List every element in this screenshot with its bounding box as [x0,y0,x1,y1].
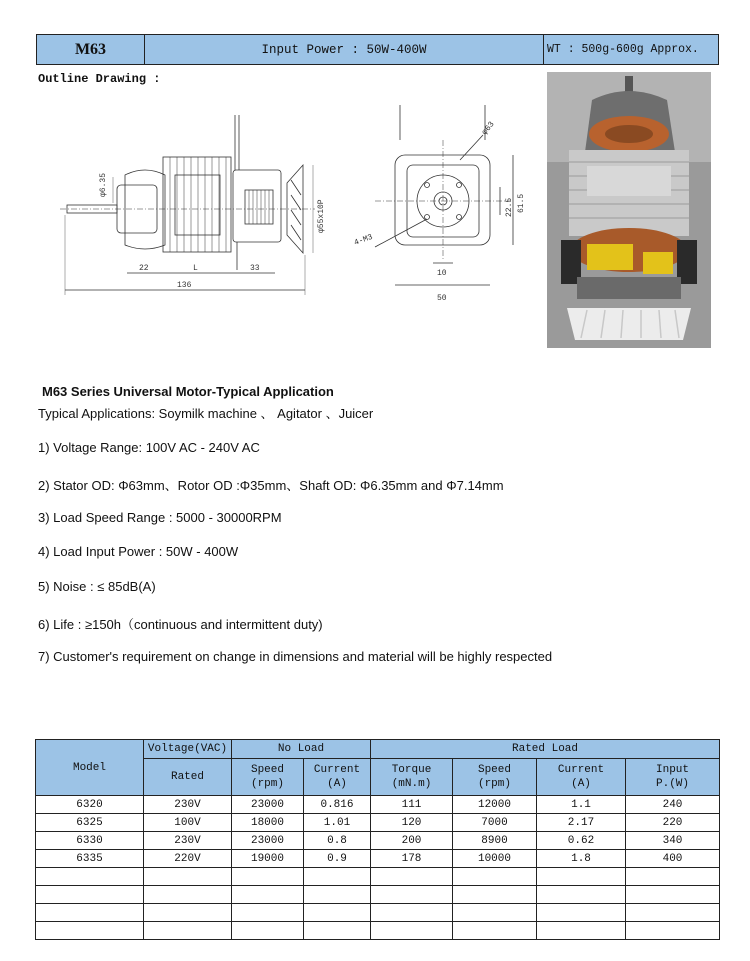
table-cell: 111 [371,796,453,814]
col-rated: Rated [144,759,232,796]
motor-photo [547,72,711,348]
spec-item: 7) Customer's requirement on change in dimensions and material will be highly respected [38,649,553,664]
table-cell: 10000 [453,850,537,868]
table-cell [144,886,232,904]
table-cell: 220 [626,814,720,832]
col-rl-speed: Speed (rpm) [453,759,537,796]
table-cell: 0.62 [537,832,626,850]
table-cell: 100V [144,814,232,832]
table-row [36,832,720,850]
dim-od: φ63 [480,120,497,137]
table-row [36,886,720,904]
table-cell [304,904,371,922]
dim-fan: φ55x10P [317,199,326,233]
table-cell: 6325 [36,814,144,832]
table-cell [626,868,720,886]
table-cell: 6335 [36,850,144,868]
performance-table [35,739,720,940]
table-cell [626,922,720,940]
col-nl-current: Current (A) [304,759,371,796]
spec-title: M63 Series Universal Motor-Typical Application [42,384,334,399]
table-cell [626,886,720,904]
table-cell: 230V [144,796,232,814]
dim-61-5: 61.5 [517,193,526,213]
table-cell [232,922,304,940]
table-cell [304,886,371,904]
table-cell [626,904,720,922]
dim-136: 136 [177,281,192,290]
dim-shaft: φ6.35 [99,172,108,197]
spec-item: 3) Load Speed Range : 5000 - 30000RPM [38,510,282,525]
table-cell [453,886,537,904]
dim-33: 33 [250,264,260,273]
table-cell [371,922,453,940]
model-name: M63 [37,35,145,64]
table-row [36,922,720,940]
table-cell: 23000 [232,796,304,814]
table-cell: 240 [626,796,720,814]
spec-item: 6) Life : ≥150h（continuous and intermittent duty) [38,617,323,632]
end-view [353,105,526,303]
dim-10: 10 [437,269,447,278]
table-cell [371,904,453,922]
table-cell: 8900 [453,832,537,850]
table-cell: 2.17 [537,814,626,832]
table-cell: 1.1 [537,796,626,814]
table-cell [232,904,304,922]
table-cell: 400 [626,850,720,868]
table-cell [453,922,537,940]
table-cell: 200 [371,832,453,850]
table-cell [371,886,453,904]
table-cell [304,922,371,940]
col-nl-speed: Speed (rpm) [232,759,304,796]
col-rl-input: Input P.(W) [626,759,720,796]
table-cell: 7000 [453,814,537,832]
col-rl-current: Current (A) [537,759,626,796]
dim-holes: 4-M3 [352,232,375,248]
table-cell [144,904,232,922]
table-cell [371,868,453,886]
table-cell [36,904,144,922]
table-cell [537,868,626,886]
table-cell [232,886,304,904]
col-rl-torque: Torque (mN.m) [371,759,453,796]
table-cell: 18000 [232,814,304,832]
dim-50: 50 [437,294,447,303]
input-power: Input Power : 50W-400W [145,35,544,64]
table-cell [144,868,232,886]
table-cell [36,886,144,904]
table-cell: 178 [371,850,453,868]
spec-item: 4) Load Input Power : 50W - 400W [38,544,239,559]
table-row [36,796,720,814]
col-voltage: Voltage(VAC) [144,740,232,759]
table-cell: 0.816 [304,796,371,814]
col-model: Model [36,740,144,796]
table-cell [36,922,144,940]
table-cell: 6330 [36,832,144,850]
table-cell: 1.8 [537,850,626,868]
table-cell: 1.01 [304,814,371,832]
side-view [60,115,326,295]
table-cell: 19000 [232,850,304,868]
table-cell: 340 [626,832,720,850]
dim-22-5: 22.5 [505,197,514,217]
col-no-load: No Load [232,740,371,759]
table-cell: 23000 [232,832,304,850]
table-cell [537,922,626,940]
table-cell [537,886,626,904]
table-cell [453,868,537,886]
table-cell: 230V [144,832,232,850]
table-cell: 12000 [453,796,537,814]
outline-drawing-label: Outline Drawing : [38,72,161,86]
table-row [36,904,720,922]
spec-item: 1) Voltage Range: 100V AC - 240V AC [38,440,260,455]
dim-l: L [193,264,198,273]
table-cell: 0.8 [304,832,371,850]
table-cell: 120 [371,814,453,832]
table-cell: 6320 [36,796,144,814]
spec-item: 2) Stator OD: Φ63mm、Rotor OD :Φ35mm、Shaft OD: Φ6.35mm and Φ7.14mm [38,478,504,493]
table-cell: 220V [144,850,232,868]
table-cell: 0.9 [304,850,371,868]
weight: WT : 500g-600g Approx. [547,43,699,56]
table-row [36,868,720,886]
table-row [36,814,720,832]
table-cell [144,922,232,940]
typical-applications: Typical Applications: Soymilk machine 、 Agitator 、Juicer [38,406,374,421]
header-bar [36,34,719,65]
table-cell [232,868,304,886]
table-cell [304,868,371,886]
table-cell [537,904,626,922]
table-cell [36,868,144,886]
table-cell [453,904,537,922]
outline-drawing [55,95,525,320]
table-row [36,850,720,868]
dim-22: 22 [139,264,149,273]
spec-item: 5) Noise : ≤ 85dB(A) [38,579,156,594]
col-rated-load: Rated Load [371,740,720,759]
